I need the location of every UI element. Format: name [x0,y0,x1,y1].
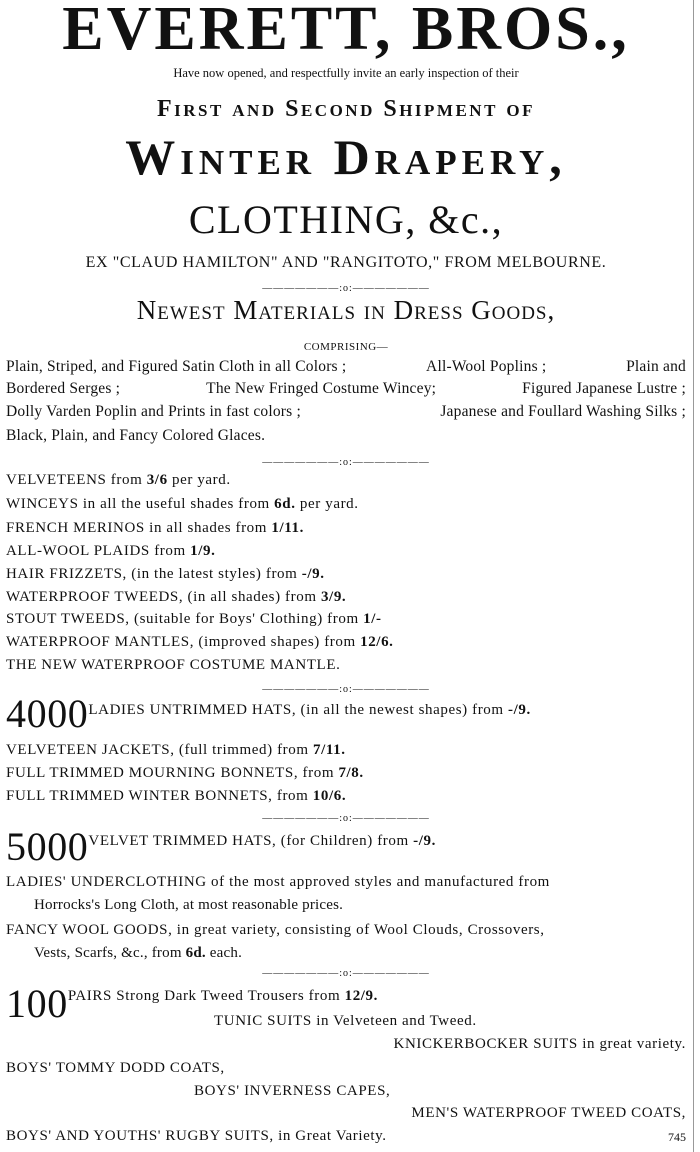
velvet-count: 5000 [6,824,89,869]
column-rule [693,0,694,1152]
divider: ———————:o:——————— [262,968,430,979]
divider: ———————:o:——————— [262,283,430,294]
divider: ———————:o:——————— [262,813,430,824]
ships-line: EX "CLAUD HAMILTON" AND "RANGITOTO," FROM MELBOURNE. [85,254,607,271]
inverness-capes: BOYS' INVERNESS CAPES, [194,1083,391,1099]
item-french-merinos: FRENCH MERINOS in all shades from 1/11. [6,520,304,536]
item-mourning-bonnets: FULL TRIMMED MOURNING BONNETS, from 7/8. [6,765,364,781]
hats-count: 4000 [6,691,89,736]
item-winter-bonnets: FULL TRIMMED WINTER BONNETS, from 10/6. [6,788,347,804]
dress-line-3: Dolly Varden Poplin and Prints in fast colors ; Japanese and Foullard Washing Silks ; [6,403,686,420]
item-waterproof-mantles: WATERPROOF MANTLES, (improved shapes) from 12/6. [6,634,394,650]
item-hair-frizzets: HAIR FRIZZETS, (in the latest styles) from -/9. [6,566,325,582]
fancy-wool-line-1: FANCY WOOL GOODS, in great variety, consisting of Wool Clouds, Crossovers, [6,922,545,938]
dress-line-2: Bordered Serges ; The New Fringed Costume Wincey; Figured Japanese Lustre ; [6,380,686,397]
item-velveteens: VELVETEENS from 3/6 per yard. [6,472,231,488]
clothing-heading: CLOTHING, &c., [188,197,504,242]
comprising-label: COMPRISING— [303,341,389,353]
dress-line-4: Black, Plain, and Fancy Colored Glaces. [6,427,266,444]
velvet-hats-line: 5000VELVET TRIMMED HATS, (for Children) from -/9. [6,824,436,869]
rugby-suits: BOYS' AND YOUTHS' RUGBY SUITS, in Great Variety. [6,1128,387,1144]
underclothing-line-2: Horrocks's Long Cloth, at most reasonable prices. [34,897,344,913]
divider: ———————:o:——————— [262,684,430,695]
tunic-suits: TUNIC SUITS in Velveteen and Tweed. [214,1013,477,1029]
item-stout-tweeds: STOUT TWEEDS, (suitable for Boys' Clothing) from 1/- [6,611,382,627]
item-waterproof-tweeds: WATERPROOF TWEEDS, (in all shades) from 3/9. [6,589,347,605]
firm-name: EVERETT, BROS., [62,0,630,63]
page-number: 745 [668,1130,686,1144]
trousers-count: 100 [6,981,68,1026]
tommy-dodd-coats: BOYS' TOMMY DODD COATS, [6,1060,225,1076]
item-costume-mantle: THE NEW WATERPROOF COSTUME MANTLE. [6,657,341,673]
ladies-hats-line: 4000LADIES UNTRIMMED HATS, (in all the newest shapes) from -/9. [6,691,531,736]
trousers-line: 100PAIRS Strong Dark Tweed Trousers from 12/9. [6,981,379,1026]
fancy-wool-line-2: Vests, Scarfs, &c., from 6d. each. [34,945,243,961]
divider: ———————:o:——————— [262,457,430,468]
item-velveteen-jackets: VELVETEEN JACKETS, (full trimmed) from 7/11. [6,742,346,758]
intro-text: Have now opened, and respectfully invite an early inspection of their [173,66,519,80]
knickerbocker-suits: KNICKERBOCKER SUITS in great variety. [393,1036,686,1052]
dress-line-1: Plain, Striped, and Figured Satin Cloth in all Colors ; All-Wool Poplins ; Plain and [6,358,686,375]
winter-drapery-heading: Winter Drapery, [125,129,567,185]
item-winceys: WINCEYS in all the useful shades from 6d. per yard. [6,496,359,512]
underclothing-line-1: LADIES' UNDERCLOTHING of the most approved styles and manufactured from [6,874,550,890]
item-all-wool-plaids: ALL-WOOL PLAIDS from 1/9. [6,543,216,559]
dress-goods-heading: Newest Materials in Dress Goods, [136,295,556,325]
mens-waterproof-coats: MEN'S WATERPROOF TWEED COATS, [411,1105,686,1121]
shipment-heading: First and Second Shipment of [156,96,536,122]
